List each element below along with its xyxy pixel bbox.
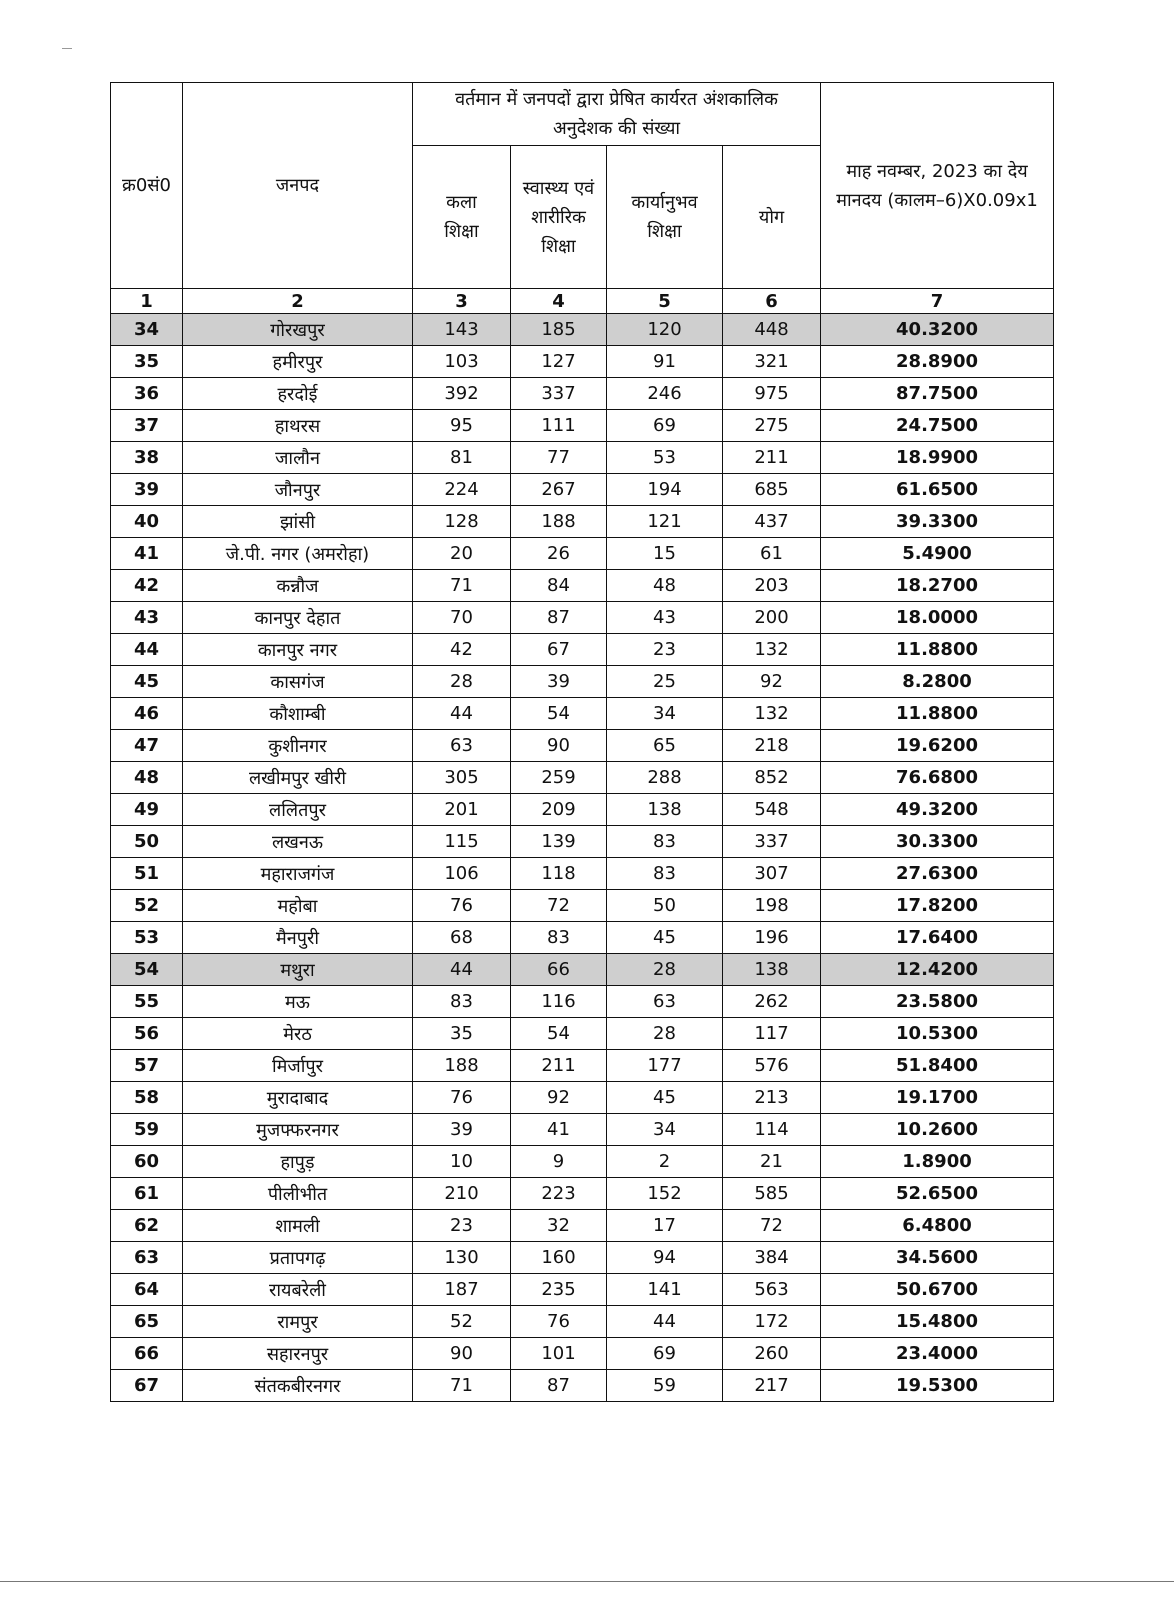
swasthya-shiksha-cell: 211 (511, 1050, 607, 1082)
kala-shiksha-cell: 68 (413, 922, 511, 954)
district-name-cell: सहारनपुर (183, 1338, 413, 1370)
table-row (111, 1210, 1054, 1242)
total-cell: 548 (723, 794, 821, 826)
swasthya-shiksha-cell: 267 (511, 474, 607, 506)
serial-number-cell: 65 (111, 1306, 183, 1338)
serial-number-cell: 37 (111, 410, 183, 442)
table-row (111, 730, 1054, 762)
karyanubhav-shiksha-cell: 141 (607, 1274, 723, 1306)
serial-number-cell: 67 (111, 1370, 183, 1402)
kala-shiksha-cell: 76 (413, 890, 511, 922)
honorarium-cell: 1.8900 (821, 1146, 1054, 1178)
swasthya-shiksha-cell: 101 (511, 1338, 607, 1370)
serial-number-cell: 39 (111, 474, 183, 506)
serial-number-cell: 44 (111, 634, 183, 666)
karyanubhav-shiksha-cell: 83 (607, 826, 723, 858)
table-row (111, 1018, 1054, 1050)
kala-shiksha-cell: 130 (413, 1242, 511, 1274)
kala-shiksha-cell: 115 (413, 826, 511, 858)
karyanubhav-shiksha-cell: 121 (607, 506, 723, 538)
total-cell: 196 (723, 922, 821, 954)
table-row (111, 1050, 1054, 1082)
serial-number-cell: 57 (111, 1050, 183, 1082)
swasthya-shiksha-cell: 26 (511, 538, 607, 570)
total-cell: 576 (723, 1050, 821, 1082)
total-cell: 975 (723, 378, 821, 410)
total-cell: 384 (723, 1242, 821, 1274)
total-cell: 132 (723, 698, 821, 730)
table-row (111, 1370, 1054, 1402)
swasthya-shiksha-cell: 77 (511, 442, 607, 474)
total-cell: 21 (723, 1146, 821, 1178)
district-name-cell: शामली (183, 1210, 413, 1242)
swasthya-shiksha-cell: 54 (511, 698, 607, 730)
swasthya-shiksha-cell: 235 (511, 1274, 607, 1306)
swasthya-shiksha-cell: 223 (511, 1178, 607, 1210)
district-name-cell: कन्नौज (183, 570, 413, 602)
serial-number-cell: 66 (111, 1338, 183, 1370)
serial-number-cell: 63 (111, 1242, 183, 1274)
honorarium-cell: 11.8800 (821, 698, 1054, 730)
total-cell: 585 (723, 1178, 821, 1210)
swasthya-shiksha-cell: 83 (511, 922, 607, 954)
total-cell: 563 (723, 1274, 821, 1306)
kala-shiksha-cell: 44 (413, 698, 511, 730)
total-cell: 217 (723, 1370, 821, 1402)
honorarium-cell: 23.4000 (821, 1338, 1054, 1370)
honorarium-cell: 17.6400 (821, 922, 1054, 954)
kala-shiksha-cell: 201 (413, 794, 511, 826)
kala-shiksha-cell: 210 (413, 1178, 511, 1210)
swasthya-shiksha-cell: 90 (511, 730, 607, 762)
kala-shiksha-cell: 81 (413, 442, 511, 474)
total-cell: 685 (723, 474, 821, 506)
swasthya-shiksha-cell: 67 (511, 634, 607, 666)
honorarium-cell: 12.4200 (821, 954, 1054, 986)
honorarium-cell: 30.3300 (821, 826, 1054, 858)
total-cell: 213 (723, 1082, 821, 1114)
serial-number-cell: 45 (111, 666, 183, 698)
serial-number-cell: 43 (111, 602, 183, 634)
total-cell: 448 (723, 314, 821, 346)
header-group-title: वर्तमान में जनपदों द्वारा प्रेषित कार्यरत अंशकालिक अनुदेशक की संख्या (413, 83, 821, 146)
district-name-cell: पीलीभीत (183, 1178, 413, 1210)
district-name-cell: कानपुर देहात (183, 602, 413, 634)
district-name-cell: मथुरा (183, 954, 413, 986)
karyanubhav-shiksha-cell: 69 (607, 1338, 723, 1370)
swasthya-shiksha-cell: 188 (511, 506, 607, 538)
table-row (111, 602, 1054, 634)
column-number: 1 (111, 289, 183, 314)
serial-number-cell: 52 (111, 890, 183, 922)
header-row-top (111, 83, 1054, 146)
honorarium-cell: 61.6500 (821, 474, 1054, 506)
kala-shiksha-cell: 224 (413, 474, 511, 506)
swasthya-shiksha-cell: 259 (511, 762, 607, 794)
table-row (111, 1114, 1054, 1146)
honorarium-cell: 19.1700 (821, 1082, 1054, 1114)
karyanubhav-shiksha-cell: 120 (607, 314, 723, 346)
column-number-row (111, 289, 1054, 314)
serial-number-cell: 47 (111, 730, 183, 762)
karyanubhav-shiksha-cell: 28 (607, 954, 723, 986)
total-cell: 307 (723, 858, 821, 890)
column-number: 4 (511, 289, 607, 314)
district-name-cell: मिर्जापुर (183, 1050, 413, 1082)
swasthya-shiksha-cell: 160 (511, 1242, 607, 1274)
serial-number-cell: 59 (111, 1114, 183, 1146)
karyanubhav-shiksha-cell: 17 (607, 1210, 723, 1242)
serial-number-cell: 38 (111, 442, 183, 474)
district-name-cell: मैनपुरी (183, 922, 413, 954)
table-row (111, 634, 1054, 666)
table-row (111, 1178, 1054, 1210)
serial-number-cell: 56 (111, 1018, 183, 1050)
serial-number-cell: 62 (111, 1210, 183, 1242)
karyanubhav-shiksha-cell: 2 (607, 1146, 723, 1178)
column-number: 5 (607, 289, 723, 314)
kala-shiksha-cell: 44 (413, 954, 511, 986)
swasthya-shiksha-cell: 118 (511, 858, 607, 890)
karyanubhav-shiksha-cell: 65 (607, 730, 723, 762)
swasthya-shiksha-cell: 185 (511, 314, 607, 346)
serial-number-cell: 51 (111, 858, 183, 890)
district-name-cell: रामपुर (183, 1306, 413, 1338)
karyanubhav-shiksha-cell: 50 (607, 890, 723, 922)
honorarium-cell: 19.6200 (821, 730, 1054, 762)
serial-number-cell: 64 (111, 1274, 183, 1306)
header-district: जनपद (183, 83, 413, 289)
total-cell: 92 (723, 666, 821, 698)
karyanubhav-shiksha-cell: 69 (607, 410, 723, 442)
column-number: 3 (413, 289, 511, 314)
serial-number-cell: 60 (111, 1146, 183, 1178)
honorarium-cell: 18.0000 (821, 602, 1054, 634)
table-row (111, 762, 1054, 794)
column-number: 7 (821, 289, 1054, 314)
total-cell: 117 (723, 1018, 821, 1050)
swasthya-shiksha-cell: 76 (511, 1306, 607, 1338)
honorarium-cell: 8.2800 (821, 666, 1054, 698)
kala-shiksha-cell: 28 (413, 666, 511, 698)
kala-shiksha-cell: 90 (413, 1338, 511, 1370)
kala-shiksha-cell: 106 (413, 858, 511, 890)
column-number: 2 (183, 289, 413, 314)
header-col6: योग (723, 146, 821, 289)
table-row (111, 858, 1054, 890)
total-cell: 72 (723, 1210, 821, 1242)
honorarium-cell: 51.8400 (821, 1050, 1054, 1082)
column-number: 6 (723, 289, 821, 314)
kala-shiksha-cell: 188 (413, 1050, 511, 1082)
honorarium-cell: 5.4900 (821, 538, 1054, 570)
total-cell: 275 (723, 410, 821, 442)
table-row (111, 410, 1054, 442)
district-name-cell: जे.पी. नगर (अमरोहा) (183, 538, 413, 570)
header-sno: क्र0सं0 (111, 83, 183, 289)
district-name-cell: महोबा (183, 890, 413, 922)
table-row (111, 698, 1054, 730)
swasthya-shiksha-cell: 39 (511, 666, 607, 698)
district-name-cell: झांसी (183, 506, 413, 538)
district-name-cell: मेरठ (183, 1018, 413, 1050)
district-name-cell: हापुड़ (183, 1146, 413, 1178)
district-name-cell: रायबरेली (183, 1274, 413, 1306)
table-row (111, 1146, 1054, 1178)
header-col5: कार्यानुभव शिक्षा (607, 146, 723, 289)
honorarium-cell: 17.8200 (821, 890, 1054, 922)
swasthya-shiksha-cell: 32 (511, 1210, 607, 1242)
total-cell: 218 (723, 730, 821, 762)
karyanubhav-shiksha-cell: 34 (607, 1114, 723, 1146)
margin-mark (62, 48, 72, 49)
swasthya-shiksha-cell: 92 (511, 1082, 607, 1114)
karyanubhav-shiksha-cell: 34 (607, 698, 723, 730)
karyanubhav-shiksha-cell: 23 (607, 634, 723, 666)
karyanubhav-shiksha-cell: 45 (607, 1082, 723, 1114)
table-row (111, 794, 1054, 826)
serial-number-cell: 53 (111, 922, 183, 954)
district-name-cell: महाराजगंज (183, 858, 413, 890)
kala-shiksha-cell: 83 (413, 986, 511, 1018)
karyanubhav-shiksha-cell: 44 (607, 1306, 723, 1338)
honorarium-cell: 49.3200 (821, 794, 1054, 826)
swasthya-shiksha-cell: 84 (511, 570, 607, 602)
table-row (111, 826, 1054, 858)
swasthya-shiksha-cell: 87 (511, 602, 607, 634)
karyanubhav-shiksha-cell: 246 (607, 378, 723, 410)
kala-shiksha-cell: 187 (413, 1274, 511, 1306)
karyanubhav-shiksha-cell: 94 (607, 1242, 723, 1274)
honorarium-cell: 52.6500 (821, 1178, 1054, 1210)
district-name-cell: हरदोई (183, 378, 413, 410)
table-row (111, 314, 1054, 346)
honorarium-cell: 23.5800 (821, 986, 1054, 1018)
table-row (111, 1274, 1054, 1306)
swasthya-shiksha-cell: 139 (511, 826, 607, 858)
total-cell: 138 (723, 954, 821, 986)
kala-shiksha-cell: 39 (413, 1114, 511, 1146)
karyanubhav-shiksha-cell: 91 (607, 346, 723, 378)
serial-number-cell: 50 (111, 826, 183, 858)
district-name-cell: मऊ (183, 986, 413, 1018)
table-row (111, 986, 1054, 1018)
serial-number-cell: 46 (111, 698, 183, 730)
table-row (111, 1082, 1054, 1114)
table-row (111, 442, 1054, 474)
table-row (111, 1338, 1054, 1370)
total-cell: 321 (723, 346, 821, 378)
total-cell: 211 (723, 442, 821, 474)
total-cell: 61 (723, 538, 821, 570)
karyanubhav-shiksha-cell: 83 (607, 858, 723, 890)
total-cell: 198 (723, 890, 821, 922)
serial-number-cell: 58 (111, 1082, 183, 1114)
swasthya-shiksha-cell: 87 (511, 1370, 607, 1402)
kala-shiksha-cell: 52 (413, 1306, 511, 1338)
total-cell: 437 (723, 506, 821, 538)
table-row (111, 954, 1054, 986)
header-col4: स्वास्थ्य एवं शारीरिक शिक्षा (511, 146, 607, 289)
karyanubhav-shiksha-cell: 43 (607, 602, 723, 634)
table-row (111, 346, 1054, 378)
kala-shiksha-cell: 392 (413, 378, 511, 410)
karyanubhav-shiksha-cell: 59 (607, 1370, 723, 1402)
table-row (111, 1306, 1054, 1338)
header-col7: माह नवम्बर, 2023 का देय मानदय (कालम–6)X0.09x1 (821, 83, 1054, 289)
honorarium-cell: 50.6700 (821, 1274, 1054, 1306)
karyanubhav-shiksha-cell: 53 (607, 442, 723, 474)
kala-shiksha-cell: 63 (413, 730, 511, 762)
serial-number-cell: 34 (111, 314, 183, 346)
honorarium-cell: 6.4800 (821, 1210, 1054, 1242)
karyanubhav-shiksha-cell: 194 (607, 474, 723, 506)
table-row (111, 890, 1054, 922)
honorarium-cell: 18.2700 (821, 570, 1054, 602)
serial-number-cell: 36 (111, 378, 183, 410)
serial-number-cell: 61 (111, 1178, 183, 1210)
honorarium-cell: 39.3300 (821, 506, 1054, 538)
karyanubhav-shiksha-cell: 152 (607, 1178, 723, 1210)
header-col3: कला शिक्षा (413, 146, 511, 289)
serial-number-cell: 41 (111, 538, 183, 570)
kala-shiksha-cell: 23 (413, 1210, 511, 1242)
district-name-cell: कौशाम्बी (183, 698, 413, 730)
honorarium-cell: 18.9900 (821, 442, 1054, 474)
honorarium-cell: 19.5300 (821, 1370, 1054, 1402)
table-row (111, 570, 1054, 602)
swasthya-shiksha-cell: 209 (511, 794, 607, 826)
swasthya-shiksha-cell: 116 (511, 986, 607, 1018)
kala-shiksha-cell: 95 (413, 410, 511, 442)
kala-shiksha-cell: 42 (413, 634, 511, 666)
serial-number-cell: 48 (111, 762, 183, 794)
serial-number-cell: 54 (111, 954, 183, 986)
karyanubhav-shiksha-cell: 63 (607, 986, 723, 1018)
district-name-cell: लखनऊ (183, 826, 413, 858)
district-name-cell: कानपुर नगर (183, 634, 413, 666)
honorarium-cell: 24.7500 (821, 410, 1054, 442)
kala-shiksha-cell: 103 (413, 346, 511, 378)
total-cell: 200 (723, 602, 821, 634)
total-cell: 172 (723, 1306, 821, 1338)
table-row (111, 922, 1054, 954)
swasthya-shiksha-cell: 337 (511, 378, 607, 410)
district-name-cell: हमीरपुर (183, 346, 413, 378)
swasthya-shiksha-cell: 54 (511, 1018, 607, 1050)
kala-shiksha-cell: 76 (413, 1082, 511, 1114)
honorarium-cell: 40.3200 (821, 314, 1054, 346)
swasthya-shiksha-cell: 111 (511, 410, 607, 442)
table-row (111, 506, 1054, 538)
honorarium-cell: 15.4800 (821, 1306, 1054, 1338)
table-row (111, 1242, 1054, 1274)
kala-shiksha-cell: 71 (413, 570, 511, 602)
kala-shiksha-cell: 128 (413, 506, 511, 538)
swasthya-shiksha-cell: 9 (511, 1146, 607, 1178)
serial-number-cell: 55 (111, 986, 183, 1018)
district-name-cell: मुरादाबाद (183, 1082, 413, 1114)
table-row (111, 538, 1054, 570)
kala-shiksha-cell: 10 (413, 1146, 511, 1178)
honorarium-cell: 34.5600 (821, 1242, 1054, 1274)
table-row (111, 378, 1054, 410)
district-name-cell: लखीमपुर खीरी (183, 762, 413, 794)
serial-number-cell: 42 (111, 570, 183, 602)
district-name-cell: हाथरस (183, 410, 413, 442)
karyanubhav-shiksha-cell: 45 (607, 922, 723, 954)
honorarium-cell: 10.5300 (821, 1018, 1054, 1050)
swasthya-shiksha-cell: 41 (511, 1114, 607, 1146)
total-cell: 852 (723, 762, 821, 794)
honorarium-cell: 87.7500 (821, 378, 1054, 410)
swasthya-shiksha-cell: 72 (511, 890, 607, 922)
honorarium-cell: 10.2600 (821, 1114, 1054, 1146)
table-row (111, 666, 1054, 698)
honorarium-cell: 76.6800 (821, 762, 1054, 794)
district-name-cell: संतकबीरनगर (183, 1370, 413, 1402)
district-name-cell: मुजफ्फरनगर (183, 1114, 413, 1146)
serial-number-cell: 35 (111, 346, 183, 378)
table-row (111, 474, 1054, 506)
karyanubhav-shiksha-cell: 288 (607, 762, 723, 794)
kala-shiksha-cell: 35 (413, 1018, 511, 1050)
kala-shiksha-cell: 143 (413, 314, 511, 346)
total-cell: 114 (723, 1114, 821, 1146)
serial-number-cell: 49 (111, 794, 183, 826)
district-name-cell: प्रतापगढ़ (183, 1242, 413, 1274)
karyanubhav-shiksha-cell: 28 (607, 1018, 723, 1050)
district-name-cell: जौनपुर (183, 474, 413, 506)
honorarium-cell: 28.8900 (821, 346, 1054, 378)
honorarium-cell: 27.6300 (821, 858, 1054, 890)
total-cell: 260 (723, 1338, 821, 1370)
karyanubhav-shiksha-cell: 25 (607, 666, 723, 698)
swasthya-shiksha-cell: 66 (511, 954, 607, 986)
honorarium-cell: 11.8800 (821, 634, 1054, 666)
page-bottom-line (0, 1581, 1174, 1582)
swasthya-shiksha-cell: 127 (511, 346, 607, 378)
total-cell: 337 (723, 826, 821, 858)
district-name-cell: गोरखपुर (183, 314, 413, 346)
district-name-cell: कासगंज (183, 666, 413, 698)
district-instructor-table (110, 82, 1054, 1402)
district-name-cell: कुशीनगर (183, 730, 413, 762)
district-name-cell: जालौन (183, 442, 413, 474)
total-cell: 132 (723, 634, 821, 666)
serial-number-cell: 40 (111, 506, 183, 538)
kala-shiksha-cell: 20 (413, 538, 511, 570)
kala-shiksha-cell: 71 (413, 1370, 511, 1402)
district-name-cell: ललितपुर (183, 794, 413, 826)
karyanubhav-shiksha-cell: 48 (607, 570, 723, 602)
karyanubhav-shiksha-cell: 15 (607, 538, 723, 570)
total-cell: 262 (723, 986, 821, 1018)
kala-shiksha-cell: 70 (413, 602, 511, 634)
total-cell: 203 (723, 570, 821, 602)
karyanubhav-shiksha-cell: 177 (607, 1050, 723, 1082)
karyanubhav-shiksha-cell: 138 (607, 794, 723, 826)
kala-shiksha-cell: 305 (413, 762, 511, 794)
